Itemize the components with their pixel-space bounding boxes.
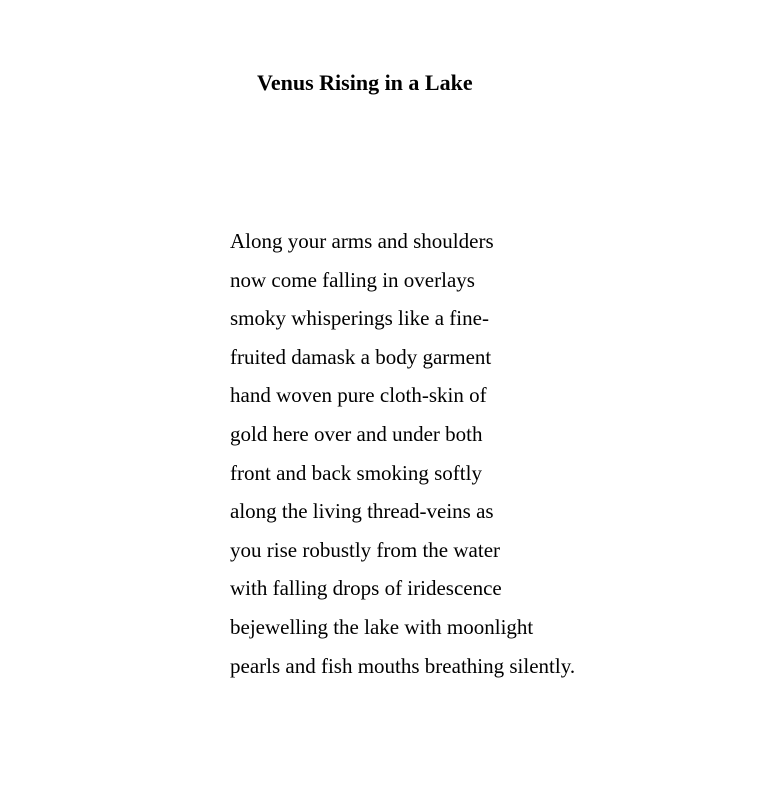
poem-line: you rise robustly from the water [230,537,501,562]
poem-line: smoky whisperings like a fine- [230,306,489,331]
poem-line: bejewelling the lake with moonlight [230,614,534,639]
poem-line: now come falling in overlays [230,267,475,292]
poem-line: pearls and fish mouths breathing silently. [230,653,576,678]
poem-title: Venus Rising in a Lake [257,70,473,95]
poem-line: front and back smoking softly [230,460,482,485]
poem-line: hand woven pure cloth-skin of [230,383,487,408]
poem-body [230,222,575,685]
poem-line: along the living thread-veins as [230,499,494,524]
poem-line: gold here over and under both [230,421,483,446]
poem-line: with falling drops of iridescence [230,576,502,601]
poem-line: Along your arms and shoulders [230,229,494,253]
poem-line: fruited damask a body garment [230,344,492,369]
